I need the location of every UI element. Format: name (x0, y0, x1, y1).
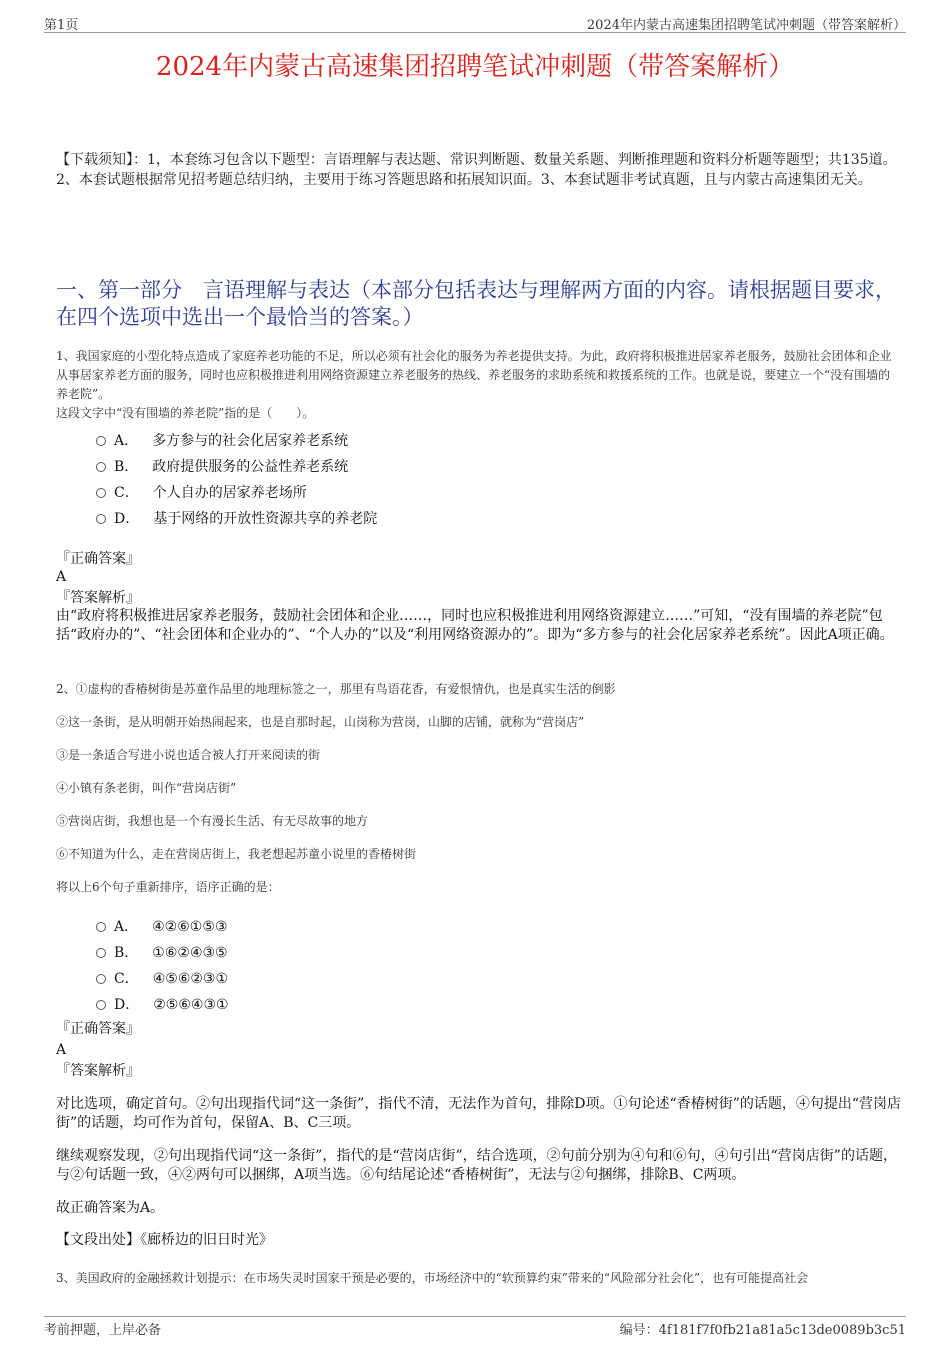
radio-icon[interactable] (96, 922, 106, 932)
q2-sentence-5: ⑤营岗店街，我想也是一个有漫长生活、有无尽故事的地方 (56, 814, 369, 828)
option-key: B． (114, 945, 139, 961)
q1-option-b[interactable] (96, 456, 348, 476)
q2-answer: A (56, 1042, 67, 1058)
option-key: D． (114, 997, 140, 1013)
radio-icon[interactable] (96, 1000, 106, 1010)
option-text: 基于网络的开放性资源共享的养老院 (153, 511, 378, 527)
option-text: ②⑤⑥④③① (153, 997, 229, 1013)
q2-sentence-1: 2、①虚构的香椿树街是苏童作品里的地理标签之一，那里有鸟语花香，有爱恨情仇，也是真实生活的倒影 (56, 682, 616, 696)
option-text: 政府提供服务的公益性养老系统 (152, 459, 349, 475)
q1-answer-label: 『正确答案』 (56, 551, 140, 567)
footer-doc-code: 编号：4f181f7f0fb21a81a5c13de0089b3c51 (619, 1323, 906, 1338)
option-text: ④②⑥①⑤③ (152, 919, 228, 935)
q2-option-d[interactable] (96, 994, 229, 1014)
q2-source: 【文段出处】《廊桥边的旧日时光》 (56, 1232, 273, 1248)
q1-answer: A (56, 569, 67, 585)
q2-sentence-4: ④小镇有条老街，叫作“营岗店街” (56, 781, 237, 795)
option-text: 个人自办的居家养老场所 (152, 485, 307, 501)
q2-sentence-3: ③是一条适合写进小说也适合被人打开来阅读的街 (56, 748, 321, 762)
section-heading: 一、第一部分 言语理解与表达（本部分包括表达与理解两方面的内容。请根据题目要求，在四个选项中选出一个最恰当的答案。） (56, 278, 896, 329)
q2-option-a[interactable] (96, 916, 227, 936)
option-key: C． (114, 971, 139, 987)
download-notice: 【下载须知】：1，本套练习包含以下题型：言语理解与表达题、常识判断题、数量关系题、判断推理题和资料分析题等题型；共135道。2、本套试题根据常见招考题总结归纳，主要用于练习答题思路和拓展知识面。3、本套试题非考试真题，且与内蒙古高速集团无关。 (56, 152, 897, 188)
radio-icon[interactable] (96, 436, 106, 446)
document-title: 2024年内蒙古高速集团招聘笔试冲刺题（带答案解析） (155, 52, 795, 82)
header-doc-title: 2024年内蒙古高速集团招聘笔试冲刺题（带答案解析） (586, 18, 906, 33)
radio-icon[interactable] (96, 948, 106, 958)
option-key: A． (114, 433, 139, 449)
q2-sentence-2: ②这一条街，是从明朝开始热闹起来，也是自那时起，山岗称为营岗，山脚的店铺，就称为“营岗店” (56, 715, 585, 729)
q3-stem: 3、美国政府的金融拯救计划提示：在市场失灵时国家干预是必要的，市场经济中的“软预算约束”带来的“风险部分社会化”，也有可能提高社会 (56, 1271, 809, 1285)
radio-icon[interactable] (96, 488, 106, 498)
option-text: ①⑥②④③⑤ (152, 945, 228, 961)
radio-icon[interactable] (96, 514, 106, 524)
q2-option-b[interactable] (96, 942, 228, 962)
q1-option-d[interactable] (96, 508, 377, 528)
q1-option-c[interactable] (96, 482, 307, 502)
q2-sentence-6: ⑥不知道为什么，走在营岗店街上，我老想起苏童小说里的香椿树街 (56, 847, 417, 861)
option-text: 多方参与的社会化居家养老系统 (152, 433, 349, 449)
option-key: A． (114, 919, 139, 935)
page-footer (44, 1316, 906, 1337)
page-number: 第1页 (44, 18, 79, 33)
option-text: ④⑤⑥②③① (152, 971, 229, 987)
q1-stem: 1、我国家庭的小型化特点造成了家庭养老功能的不足，所以必须有社会化的服务为养老提供支持。为此，政府将积极推进居家养老服务，鼓励社会团体和企业从事居家养老方面的服务，同时也应积极推进利用网络资源建立养老服务的热线、养老服务的求助系统和救援系统的工作。也就是说，要建立一个“没有围墙的养老院”。 (56, 349, 892, 401)
q2-analysis-3: 故正确答案为A。 (56, 1200, 165, 1216)
option-key: B． (114, 459, 139, 475)
option-key: C． (114, 485, 139, 501)
q2-question: 将以上6个句子重新排序，语序正确的是： (56, 880, 280, 894)
q1-question: 这段文字中“没有围墙的养老院”指的是（ ）。 (56, 406, 315, 420)
page-header (44, 14, 906, 33)
q2-option-c[interactable] (96, 968, 228, 988)
footer-slogan: 考前押题，上岸必备 (44, 1323, 162, 1338)
q1-analysis-label: 『答案解析』 (56, 590, 140, 606)
radio-icon[interactable] (96, 974, 106, 984)
q2-analysis-label: 『答案解析』 (56, 1063, 140, 1079)
q1-analysis: 由“政府将积极推进居家养老服务，鼓励社会团体和企业……，同时也应积极推进利用网络资源建立……”可知，“没有围墙的养老院”包括“政府办的”、“社会团体和企业办的”、“个人办的”以及“利用网络资源办的”。即为“多方参与的社会化居家养老系统”。因此A项正确。 (56, 608, 894, 643)
q2-analysis-1: 对比选项，确定首句。②句出现指代词“这一条街”，指代不清，无法作为首句，排除D项。①句论述“香椿树街”的话题，④句提出“营岗店街”的话题，均可作为首句，保留A、B、C三项。 (56, 1096, 902, 1131)
radio-icon[interactable] (96, 462, 106, 472)
option-key: D． (114, 511, 140, 527)
q2-analysis-2: 继续观察发现，②句出现指代词“这一条街”，指代的是“营岗店街”，结合选项，②句前分别为④句和⑥句，④句引出“营岗店街”的话题，与②句话题一致，④②两句可以捆绑，A项当选。⑥句结尾论述“香椿树街”，无法与②句捆绑，排除B、C两项。 (56, 1148, 897, 1183)
q2-answer-label: 『正确答案』 (56, 1021, 140, 1037)
q1-option-a[interactable] (96, 430, 348, 450)
